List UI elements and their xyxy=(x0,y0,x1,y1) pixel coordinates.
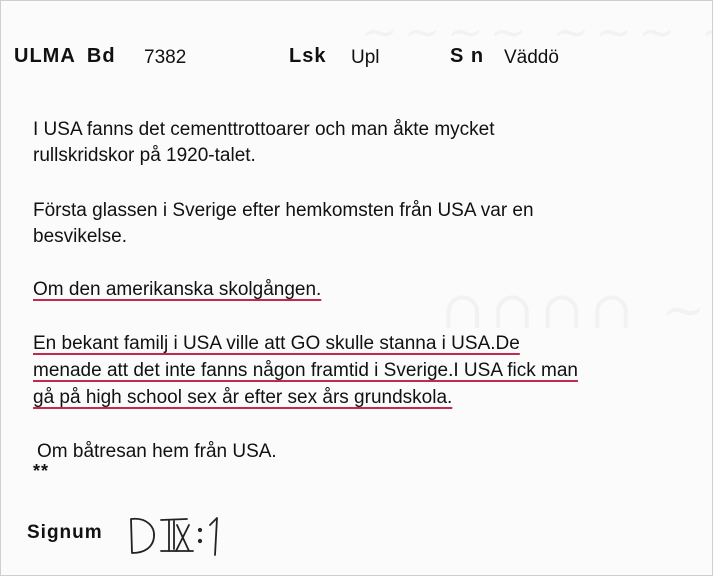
parish-value: Väddö xyxy=(504,47,559,68)
province-label: Lsk xyxy=(289,45,327,67)
note-line-underlined: gå på high school sex år efter sex års grundskola. xyxy=(33,387,453,408)
note-line: rullskridskor på 1920-talet. xyxy=(33,145,256,166)
signum-handwritten xyxy=(125,513,235,564)
note-line-underlined: En bekant familj i USA ville att GO skulle stanna i USA.De xyxy=(33,333,520,354)
note-line: besvikelse. xyxy=(33,226,127,247)
footnote-stars: ** xyxy=(33,461,50,481)
archive-name: ULMA xyxy=(14,45,76,67)
header-archive xyxy=(14,45,116,68)
signum-handwriting-icon xyxy=(125,513,235,559)
note-line-underlined: Om den amerikanska skolgången. xyxy=(33,279,322,300)
note-line: I USA fanns det cementtrottoarer och man åkte mycket xyxy=(33,119,495,140)
parish-label: S n xyxy=(450,45,485,67)
note-line: Om båtresan hem från USA. xyxy=(37,441,277,462)
note-line: Första glassen i Sverige efter hemkomsten från USA var en xyxy=(33,200,534,221)
signum-label: Signum xyxy=(27,522,103,543)
province-value: Upl xyxy=(351,47,380,68)
volume-label: Bd xyxy=(86,45,116,67)
note-line-underlined: menade att det inte fanns någon framtid i Sverige.I USA fick man xyxy=(33,360,578,381)
volume-number: 7382 xyxy=(144,47,187,68)
